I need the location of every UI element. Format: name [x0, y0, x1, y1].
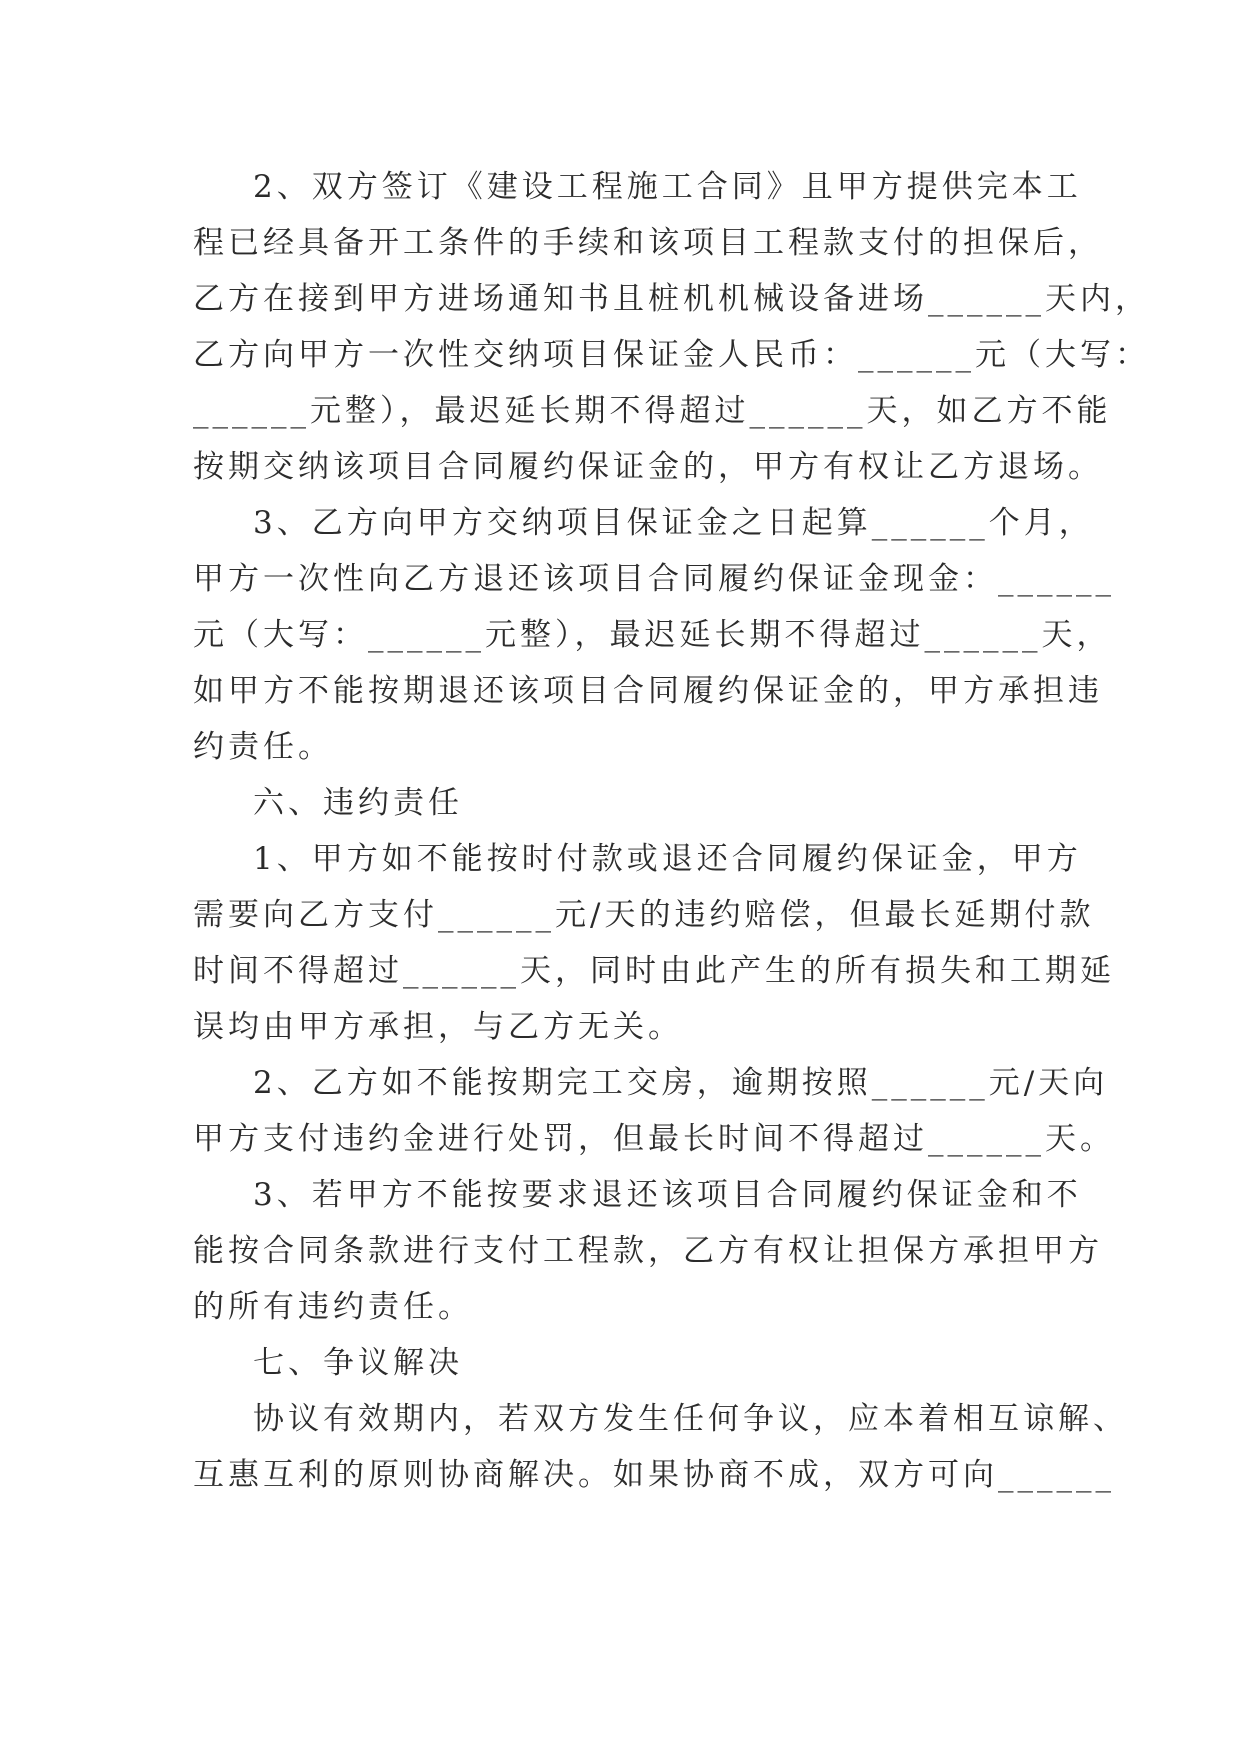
- section-heading: 六、违约责任: [253, 785, 463, 821]
- paragraph-line: 互惠互利的原则协商解决。如果协商不成，双方可向______: [193, 1457, 1115, 1493]
- paragraph-line: 能按合同条款进行支付工程款，乙方有权让担保方承担甲方: [193, 1233, 1103, 1269]
- paragraph-line: 时间不得超过______天，同时由此产生的所有损失和工期延: [193, 953, 1115, 989]
- paragraph-line: 甲方支付违约金进行处罚，但最长时间不得超过______天。: [193, 1121, 1115, 1157]
- paragraph-line: 的所有违约责任。: [193, 1289, 473, 1325]
- section-heading: 七、争议解决: [253, 1345, 463, 1381]
- paragraph-line: 2、双方签订《建设工程施工合同》且甲方提供完本工: [253, 169, 1082, 205]
- paragraph-line: 需要向乙方支付______元/天的违约赔偿，但最长延期付款: [193, 897, 1095, 933]
- paragraph-line: 2、乙方如不能按期完工交房，逾期按照______元/天向: [253, 1065, 1109, 1101]
- paragraph-line: 协议有效期内，若双方发生任何争议，应本着相互谅解、: [253, 1401, 1128, 1437]
- paragraph-line: 3、乙方向甲方交纳项目保证金之日起算______个月，: [253, 505, 1094, 541]
- paragraph-line: 按期交纳该项目合同履约保证金的，甲方有权让乙方退场。: [193, 449, 1103, 485]
- paragraph-line: 乙方在接到甲方进场通知书且桩机机械设备进场______天内，: [193, 281, 1150, 317]
- paragraph-line: 元（大写：______元整），最迟延长期不得超过______天，: [193, 617, 1112, 653]
- paragraph-line: 甲方一次性向乙方退还该项目合同履约保证金现金：______: [193, 561, 1115, 597]
- paragraph-line: ______元整），最迟延长期不得超过______天，如乙方不能: [193, 393, 1112, 429]
- paragraph-line: 1、甲方如不能按时付款或退还合同履约保证金，甲方: [253, 841, 1082, 877]
- paragraph-line: 乙方向甲方一次性交纳项目保证金人民币：______元（大写：: [193, 337, 1150, 373]
- paragraph-line: 约责任。: [193, 729, 333, 765]
- paragraph-line: 如甲方不能按期退还该项目合同履约保证金的，甲方承担违: [193, 673, 1103, 709]
- paragraph-line: 3、若甲方不能按要求退还该项目合同履约保证金和不: [253, 1177, 1082, 1213]
- paragraph-line: 程已经具备开工条件的手续和该项目工程款支付的担保后，: [193, 225, 1103, 261]
- paragraph-line: 误均由甲方承担，与乙方无关。: [193, 1009, 683, 1045]
